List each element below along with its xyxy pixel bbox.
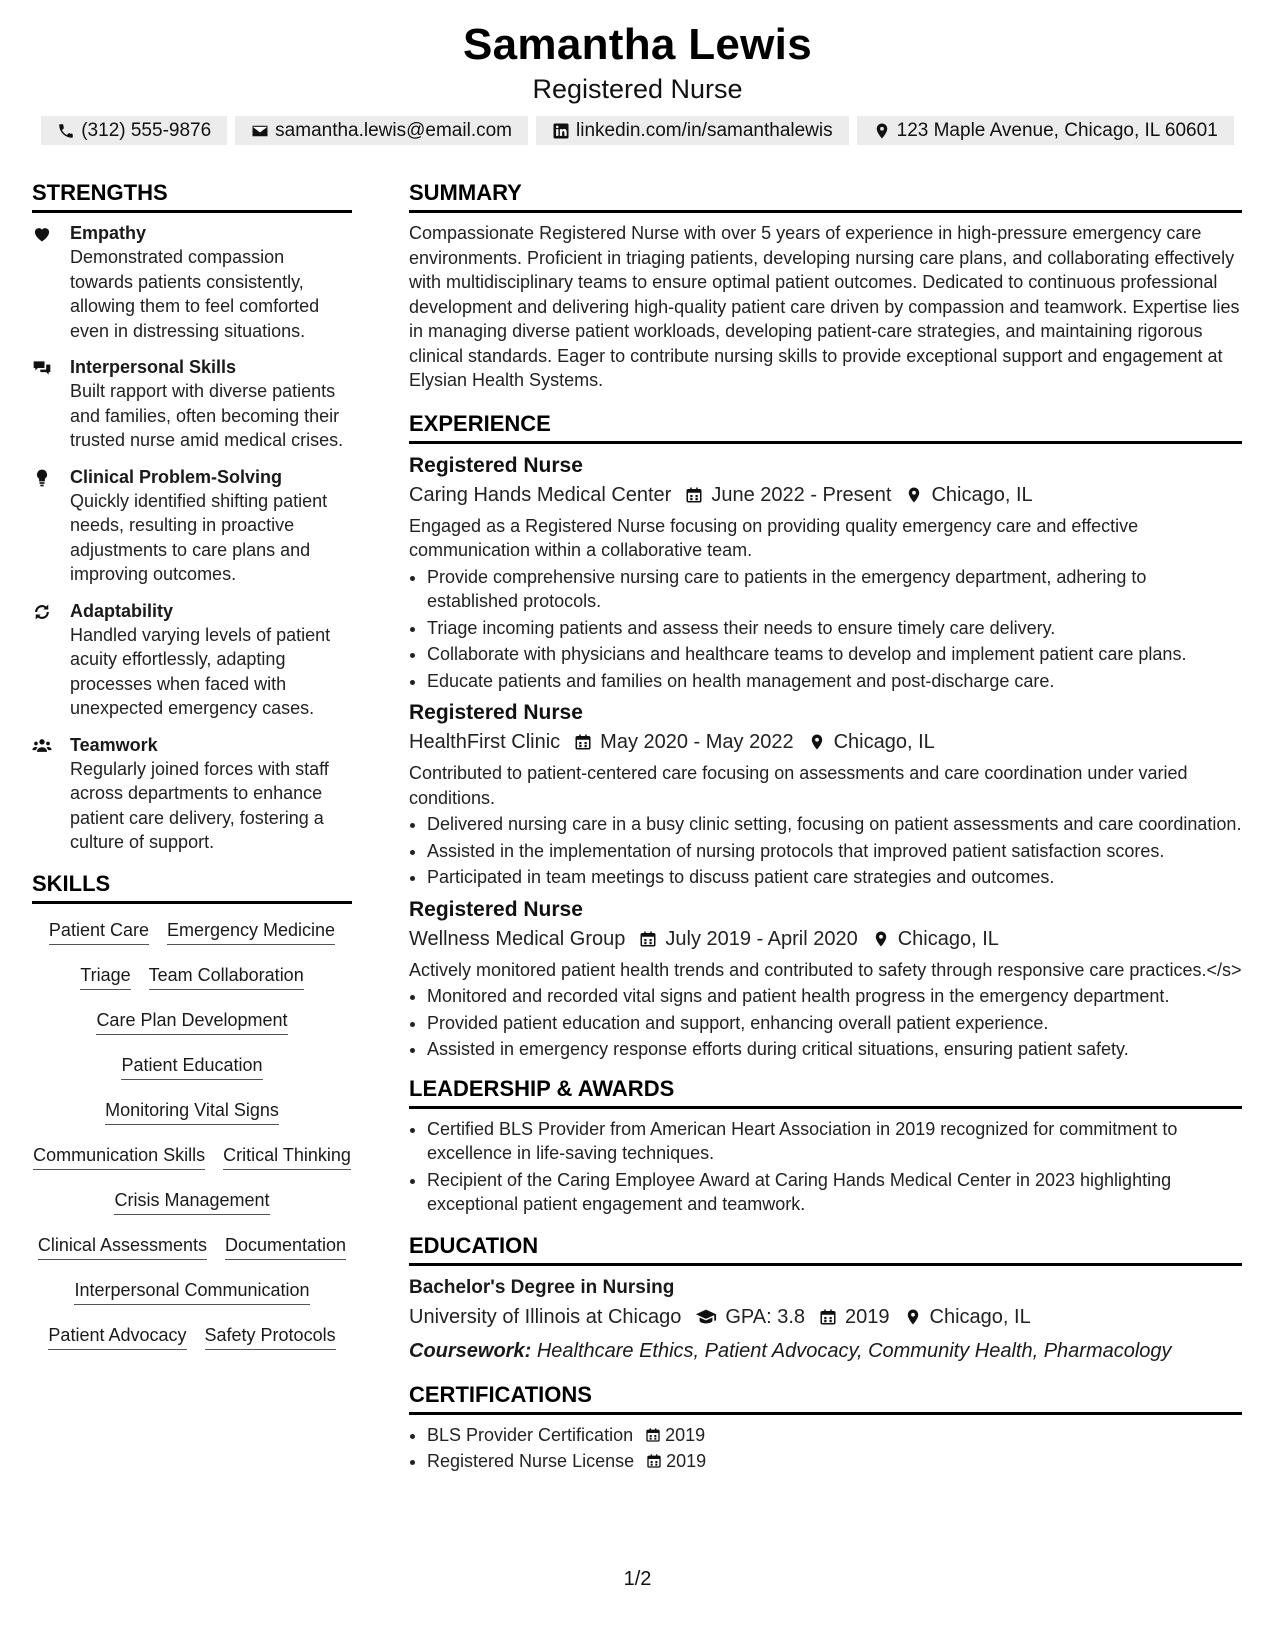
page-number: 1/2 <box>623 1568 652 1590</box>
coursework-text: Healthcare Ethics, Patient Advocacy, Community Health, Pharmacology <box>536 1339 1172 1362</box>
job-entry <box>409 452 1242 694</box>
job-company: Wellness Medical Group <box>409 927 626 950</box>
skills-list <box>32 912 352 1350</box>
job-bullets <box>409 812 1242 890</box>
education-gpa: GPA: 3.8 <box>725 1305 806 1328</box>
strength-name: Clinical Problem-Solving <box>70 466 283 487</box>
job-company: HealthFirst Clinic <box>409 731 561 753</box>
skill-tag: Patient Advocacy <box>48 1323 186 1350</box>
strength-desc: Demonstrated compassion towards patients consistently, allowing them to feel comforted even in distressing situations. <box>70 247 320 341</box>
summary-text: Compassionate Registered Nurse with over 5 years of experience in high-pressure emergency care environments. Proficient in triaging patients, developing nursing care plans, and collaborating effectively with multidisciplinary teams to ensure optimal patient outcomes. Dedicated to continuous professional development and delivering high-quality patient care driven by compassion and teamwork. Expertise lies in managing diverse patient workloads, developing patient-care strategies, and maintaining rigorous clinical standards. Eager to contribute nursing skills to provide exceptional support and engagement at Elysian Health Systems. <box>409 223 1240 390</box>
job-intro: Engaged as a Registered Nurse focusing on providing quality emergency care and effective communication within a collaborative team. <box>409 515 1139 560</box>
certifications-heading: CERTIFICATIONS <box>409 1378 1242 1415</box>
users-icon <box>32 736 52 756</box>
job-title: Registered Nurse <box>409 897 583 921</box>
list-item: • Certified BLS Provider from American Heart Association in 2019 recognized for commitment to excellence in life-saving techniques. <box>427 1117 1242 1166</box>
skill-tag: Clinical Assessments <box>38 1233 207 1260</box>
job-dates: June 2022 - Present <box>711 483 892 506</box>
strength-desc: Handled varying levels of patient acuity effortlessly, adapting processes when faced with unexpected emergency cases. <box>70 624 331 718</box>
education-heading: EDUCATION <box>409 1229 1242 1266</box>
job-bullets <box>409 565 1242 694</box>
leadership-list <box>409 1117 1242 1217</box>
coursework-label: Coursework: <box>409 1339 532 1362</box>
skill-tag: Communication Skills <box>33 1143 205 1170</box>
job-location: Chicago, IL <box>897 927 999 950</box>
list-item: • Educate patients and families on health management and post-discharge care. <box>427 669 1242 694</box>
map-pin-icon <box>872 930 890 948</box>
calendar-icon <box>639 930 657 948</box>
candidate-role: Registered Nurse <box>532 74 743 104</box>
list-item: • Provide comprehensive nursing care to patients in the emergency department, adhering to established protocols. <box>427 565 1242 614</box>
leadership-heading: LEADERSHIP & AWARDS <box>409 1072 1242 1109</box>
contact-phone <box>41 116 227 145</box>
job-location: Chicago, IL <box>931 483 1033 506</box>
calendar-icon <box>819 1308 837 1326</box>
list-item: • Collaborate with physicians and healthcare teams to develop and implement patient care plans. <box>427 642 1242 667</box>
list-item: • Monitored and recorded vital signs and patient health progress in the emergency department. <box>427 984 1242 1009</box>
contact-bar <box>0 116 1275 145</box>
map-pin-icon <box>904 1308 922 1326</box>
job-title: Registered Nurse <box>409 701 583 724</box>
strength-desc: Regularly joined forces with staff across departments to enhance patient care delivery, fostering a culture of support. <box>70 758 329 852</box>
certification-name: • Registered Nurse License <box>427 1451 635 1471</box>
list-item: • Provided patient education and support, enhancing overall patient experience. <box>427 1011 1242 1036</box>
envelope-icon <box>251 122 269 140</box>
skill-tag: Monitoring Vital Signs <box>105 1098 279 1125</box>
job-entry <box>409 896 1242 1062</box>
strength-name: Interpersonal Skills <box>70 357 237 377</box>
list-item: • Recipient of the Caring Employee Award at Caring Hands Medical Center in 2023 highlighting exceptional patient engagement and teamwork. <box>427 1168 1242 1217</box>
contact-address <box>857 116 1234 145</box>
skill-tag: Crisis Management <box>114 1188 269 1215</box>
job-bullets <box>409 984 1242 1062</box>
job-meta <box>409 727 1242 757</box>
strengths-heading: STRENGTHS <box>32 176 352 213</box>
education-school: University of Illinois at Chicago <box>409 1305 682 1328</box>
linkedin-link[interactable]: linkedin.com/in/samanthalewis <box>576 119 833 141</box>
skill-tag: Patient Education <box>121 1053 262 1080</box>
list-item <box>427 1449 1242 1474</box>
job-intro: Actively monitored patient health trends and contributed to safety through responsive care practices.</s> <box>409 959 1242 980</box>
heart-icon <box>32 224 52 244</box>
chat-bubbles-icon <box>32 358 52 378</box>
strength-name: Adaptability <box>70 600 174 621</box>
list-item: • Delivered nursing care in a busy clinic setting, focusing on patient assessments and care coordination. <box>427 812 1242 837</box>
list-item: • Assisted in emergency response efforts during critical situations, ensuring patient safety. <box>427 1037 1242 1062</box>
email-link[interactable]: samantha.lewis@email.com <box>275 119 512 141</box>
linkedin-icon <box>552 122 570 140</box>
job-dates: July 2019 - April 2020 <box>665 927 858 950</box>
map-pin-icon <box>808 733 826 751</box>
certification-year: 2019 <box>665 1424 706 1445</box>
skill-tag: Critical Thinking <box>223 1143 351 1170</box>
skill-tag: Documentation <box>225 1233 346 1260</box>
graduation-cap-icon <box>695 1306 717 1328</box>
strength-item <box>32 733 352 855</box>
contact-email <box>235 116 528 145</box>
strength-desc: Built rapport with diverse patients and families, often becoming their trusted nurse amid medical crises. <box>70 381 344 450</box>
strength-name: Empathy <box>70 223 147 243</box>
map-pin-icon <box>873 122 891 140</box>
summary-heading: SUMMARY <box>409 176 1242 213</box>
strength-desc: Quickly identified shifting patient needs, resulting in proactive adjustments to care plans and improving outcomes. <box>70 490 328 584</box>
education-year: 2019 <box>845 1305 890 1328</box>
skills-heading: SKILLS <box>32 867 352 904</box>
skill-tag: Triage <box>80 963 130 990</box>
skill-tag: Safety Protocols <box>205 1323 336 1350</box>
strength-item <box>32 465 352 587</box>
education-meta <box>409 1302 1242 1332</box>
calendar-icon <box>646 1453 662 1469</box>
job-intro: Contributed to patient-centered care focusing on assessments and care coordination under varied conditions. <box>409 763 1188 808</box>
job-meta <box>409 480 1242 510</box>
phone-icon <box>57 122 75 140</box>
job-meta <box>409 924 1242 954</box>
certification-year: 2019 <box>666 1451 707 1471</box>
list-item: • Assisted in the implementation of nursing protocols that improved patient satisfaction scores. <box>427 839 1242 864</box>
calendar-icon <box>645 1427 661 1443</box>
skill-tag: Care Plan Development <box>96 1008 287 1035</box>
education-coursework <box>409 1336 1242 1366</box>
skill-tag: Emergency Medicine <box>167 918 335 945</box>
skill-tag: Team Collaboration <box>149 963 304 990</box>
certifications-list <box>409 1423 1242 1474</box>
address-text: 123 Maple Avenue, Chicago, IL 60601 <box>896 119 1218 141</box>
skill-tag: Interpersonal Communication <box>74 1278 309 1305</box>
right-column <box>409 176 1242 1476</box>
education-location: Chicago, IL <box>929 1305 1031 1328</box>
list-item: • Participated in team meetings to discuss patient care strategies and outcomes. <box>427 865 1242 890</box>
strength-item <box>32 221 352 343</box>
candidate-name: Samantha Lewis <box>463 20 812 69</box>
strength-item <box>32 599 352 721</box>
phone-text: (312) 555-9876 <box>81 119 212 141</box>
calendar-icon <box>574 733 592 751</box>
left-column <box>32 176 352 1350</box>
map-pin-icon <box>905 486 923 504</box>
job-title: Registered Nurse <box>409 453 583 477</box>
contact-linkedin <box>536 116 849 145</box>
lightbulb-icon <box>32 468 52 488</box>
job-company: Caring Hands Medical Center <box>409 483 672 506</box>
list-item <box>427 1423 1242 1448</box>
refresh-icon <box>32 602 52 622</box>
education-degree: Bachelor's Degree in Nursing <box>409 1276 675 1298</box>
job-dates: May 2020 - May 2022 <box>600 731 794 753</box>
certification-name: • BLS Provider Certification <box>427 1424 634 1445</box>
skill-tag: Patient Care <box>49 918 149 945</box>
list-item: • Triage incoming patients and assess their needs to ensure timely care delivery. <box>427 616 1242 641</box>
experience-heading: EXPERIENCE <box>409 407 1242 444</box>
job-entry <box>409 699 1242 890</box>
resume-header <box>0 18 1275 145</box>
strength-name: Teamwork <box>70 734 158 755</box>
calendar-icon <box>685 486 703 504</box>
strength-item <box>32 355 352 453</box>
job-location: Chicago, IL <box>833 731 935 753</box>
